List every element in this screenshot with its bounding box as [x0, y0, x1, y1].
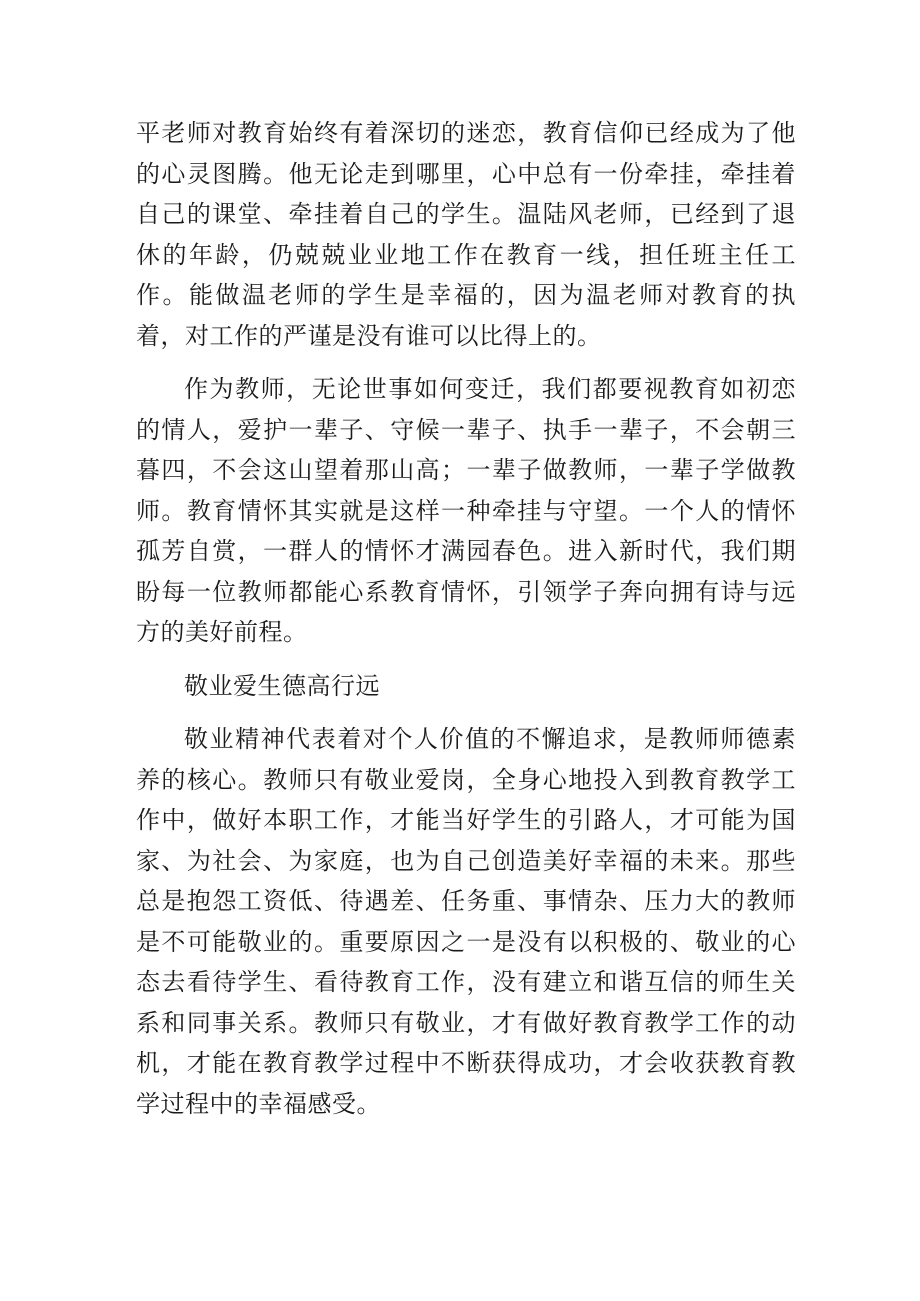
paragraph: 敬业精神代表着对个人价值的不懈追求，是教师师德素养的核心。教师只有敬业爱岗，全身心地投入到教育教学工作中，做好本职工作，才能当好学生的引路人，才可能为国家、为社会、为家庭，也为自己创造美好幸福的未来。那些总是抱怨工资低、待遇差、任务重、事情杂、压力大的教师是不可能敬业的。重要原因之一是没有以积极的、敬业的心态去看待学生、看待教育工作，没有建立和谐互信的师生关系和同事关系。教师只有敬业，才有做好教育教学工作的动机，才能在教育教学过程中不断获得成功，才会收获教育教学过程中的幸福感受。	[136, 725, 796, 1118]
paragraph-continuation: 平老师对教育始终有着深切的迷恋，教育信仰已经成为了他的心灵图腾。他无论走到哪里，心中总有一份牵挂，牵挂着自己的课堂、牵挂着自己的学生。温陆风老师，已经到了退休的年龄，仍兢兢业业地工作在教育一线，担任班主任工作。能做温老师的学生是幸福的，因为温老师对教育的执着，对工作的严谨是没有谁可以比得上的。	[136, 119, 796, 350]
section-heading: 敬业爱生德高行远	[184, 671, 380, 700]
paragraph: 作为教师，无论世事如何变迁，我们都要视教育如初恋的情人，爱护一辈子、守候一辈子、执手一辈子，不会朝三暮四，不会这山望着那山高；一辈子做教师，一辈子学做教师。教育情怀其实就是这样一种牵挂与守望。一个人的情怀孤芳自赏，一群人的情怀才满园春色。进入新时代，我们期盼每一位教师都能心系教育情怀，引领学子奔向拥有诗与远方的美好前程。	[136, 375, 796, 646]
document-body	[136, 113, 796, 1137]
